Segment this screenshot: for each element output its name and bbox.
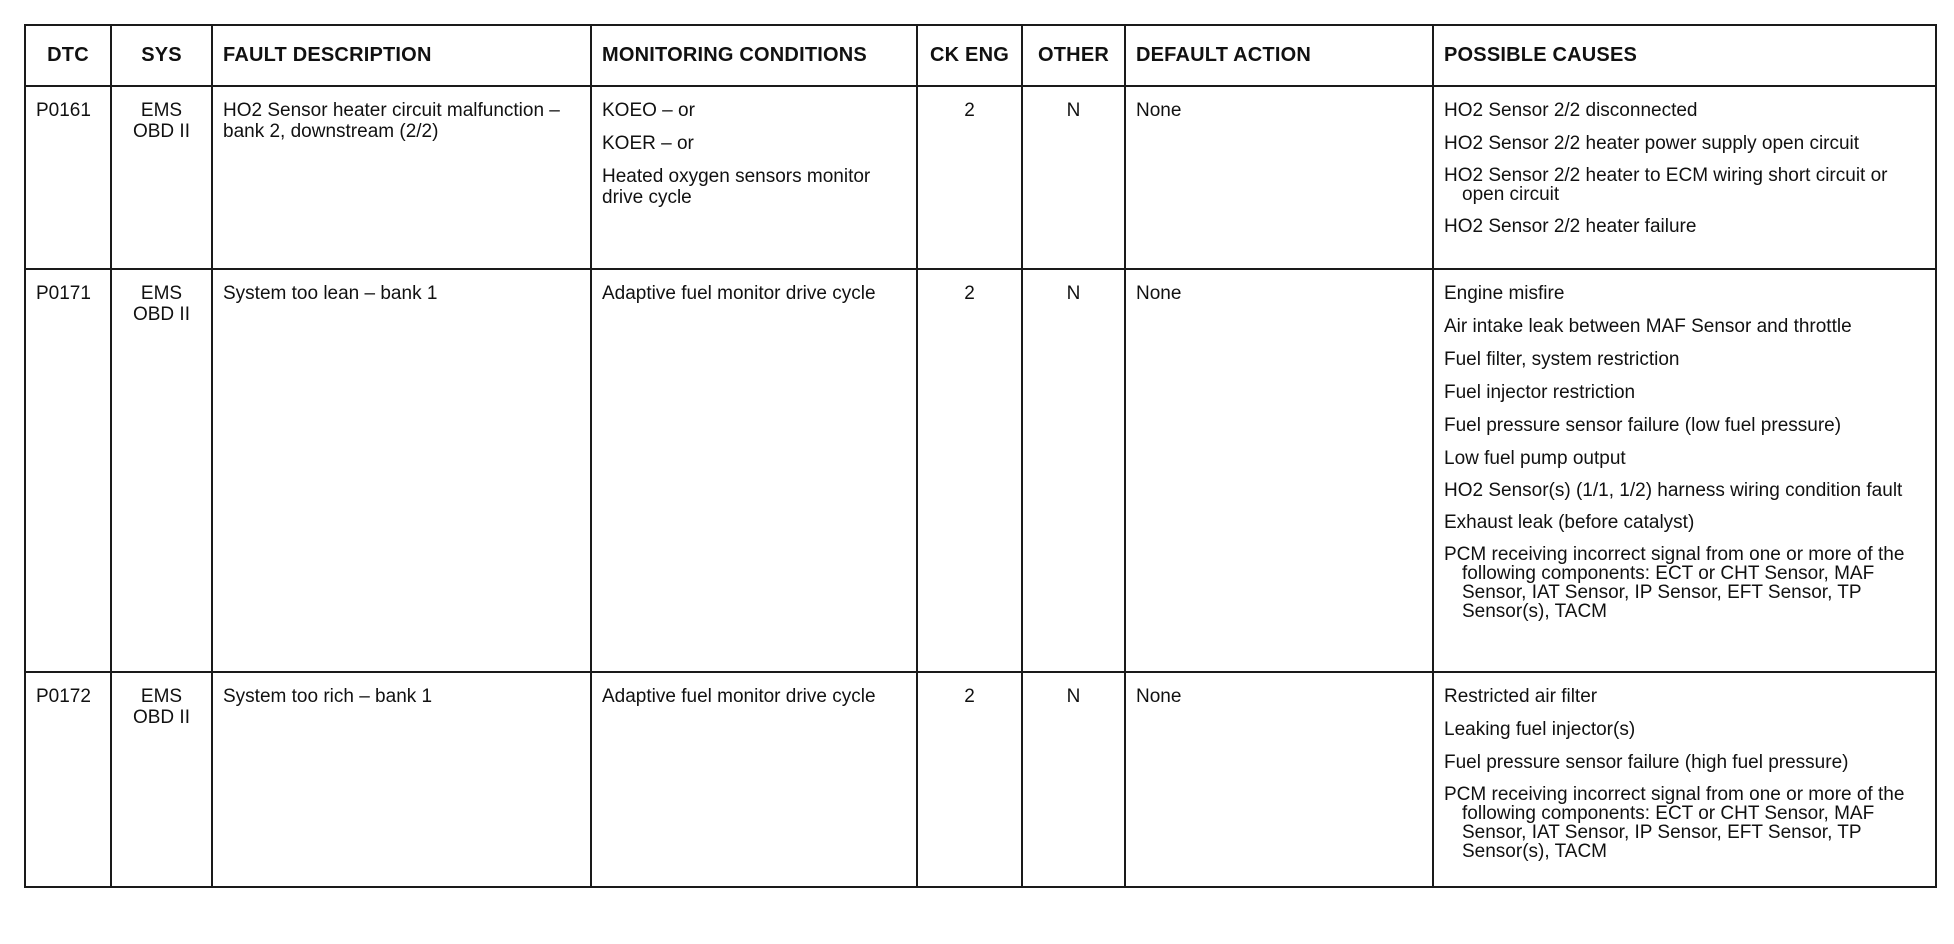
cause-item: Fuel injector restriction: [1444, 382, 1636, 403]
dtc-code: P0161: [25, 86, 111, 269]
dtc-code: P0171: [25, 269, 111, 672]
monitoring-conditions: [591, 269, 917, 672]
sys-line: OBD II: [132, 707, 190, 728]
ck-eng-value: 2: [917, 672, 1022, 887]
header-monitoring-conditions: MONITORING CONDITIONS: [591, 25, 917, 86]
cause-item: HO2 Sensor 2/2 disconnected: [1444, 100, 1698, 121]
header-dtc: DTC: [25, 25, 111, 86]
cause-item: HO2 Sensor 2/2 heater power supply open circuit: [1444, 133, 1860, 154]
monitoring-line: KOEO – or: [602, 100, 695, 121]
possible-causes: [1433, 672, 1936, 887]
cause-item: Leaking fuel injector(s): [1444, 719, 1636, 740]
fault-description: System too lean – bank 1: [212, 269, 591, 672]
default-action: None: [1125, 86, 1433, 269]
cause-item: Fuel pressure sensor failure (high fuel pressure): [1444, 752, 1849, 773]
sys-cell: [111, 86, 212, 269]
header-ck-eng: CK ENG: [917, 25, 1022, 86]
other-value: N: [1022, 672, 1125, 887]
table-row: [25, 672, 1936, 887]
sys-cell: [111, 269, 212, 672]
header-possible-causes: POSSIBLE CAUSES: [1433, 25, 1936, 86]
cause-item: Engine misfire: [1444, 283, 1565, 304]
cause-item: Low fuel pump output: [1444, 448, 1626, 469]
monitoring-conditions: [591, 86, 917, 269]
cause-item: Fuel filter, system restriction: [1444, 349, 1680, 370]
other-value: N: [1022, 86, 1125, 269]
sys-line: EMS: [140, 100, 183, 121]
monitoring-line: Adaptive fuel monitor drive cycle: [602, 686, 876, 707]
dtc-table: [24, 24, 1937, 888]
fault-description: HO2 Sensor heater circuit malfunction – bank 2, downstream (2/2): [212, 86, 591, 269]
cause-item: HO2 Sensor(s) (1/1, 1/2) harness wiring condition fault: [1444, 480, 1903, 501]
monitoring-conditions: [591, 672, 917, 887]
possible-causes: [1433, 269, 1936, 672]
cause-item: PCM receiving incorrect signal from one or more of the following components: ECT or CHT Sensor, MAF Sensor, IAT Sensor, IP Sensor, EFT Sensor, TP Sensor(s), TACM: [1444, 784, 1905, 862]
possible-causes: [1433, 86, 1936, 269]
header-other: OTHER: [1022, 25, 1125, 86]
monitoring-line: KOER – or: [602, 133, 694, 154]
cause-item: Restricted air filter: [1444, 686, 1598, 707]
table-row: [25, 269, 1936, 672]
sys-line: EMS: [140, 686, 183, 707]
monitoring-line: Adaptive fuel monitor drive cycle: [602, 283, 876, 304]
other-value: N: [1022, 269, 1125, 672]
monitoring-line: Heated oxygen sensors monitor drive cycle: [602, 166, 871, 208]
cause-item: Fuel pressure sensor failure (low fuel pressure): [1444, 415, 1842, 436]
sys-line: OBD II: [132, 121, 190, 142]
fault-description: System too rich – bank 1: [212, 672, 591, 887]
header-default-action: DEFAULT ACTION: [1125, 25, 1433, 86]
header-fault-description: FAULT DESCRIPTION: [212, 25, 591, 86]
cause-item: PCM receiving incorrect signal from one or more of the following components: ECT or CHT Sensor, MAF Sensor, IAT Sensor, IP Sensor, EFT Sensor, TP Sensor(s), TACM: [1444, 544, 1905, 622]
dtc-code: P0172: [25, 672, 111, 887]
sys-line: OBD II: [132, 304, 190, 325]
header-sys: SYS: [111, 25, 212, 86]
cause-item: Air intake leak between MAF Sensor and throttle: [1444, 316, 1852, 337]
cause-item: HO2 Sensor 2/2 heater to ECM wiring short circuit or open circuit: [1444, 165, 1888, 205]
cause-item: Exhaust leak (before catalyst): [1444, 512, 1695, 533]
sys-cell: [111, 672, 212, 887]
header-row: [25, 25, 1936, 86]
sys-line: EMS: [140, 283, 183, 304]
ck-eng-value: 2: [917, 86, 1022, 269]
default-action: None: [1125, 672, 1433, 887]
ck-eng-value: 2: [917, 269, 1022, 672]
table-row: [25, 86, 1936, 269]
cause-item: HO2 Sensor 2/2 heater failure: [1444, 216, 1697, 237]
default-action: None: [1125, 269, 1433, 672]
